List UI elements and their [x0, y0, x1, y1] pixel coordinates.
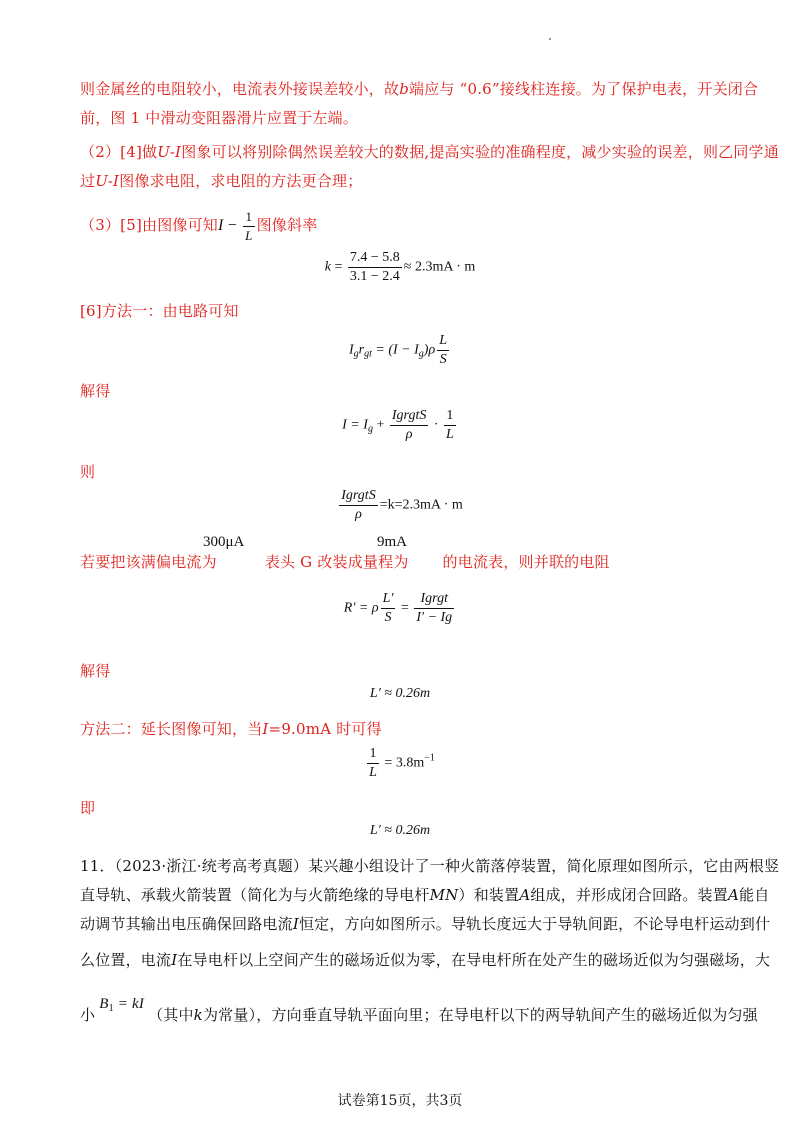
eq-num: L	[437, 332, 449, 351]
eq-den: 3.1 − 2.4	[349, 269, 400, 284]
text: 组成，并形成闭合回路。装置	[530, 886, 728, 904]
eq-rhs: = 3.8m	[380, 755, 425, 771]
equation-L1: L′ ≈ 0.26m	[369, 686, 431, 701]
text-ui: U-I	[157, 143, 182, 161]
text: ）和装置	[458, 886, 520, 904]
formula-rhs: = kI	[113, 996, 145, 1012]
para2-line1	[80, 141, 779, 163]
formula-num: 1	[243, 208, 254, 227]
eq-num: 7.4 − 5.8	[348, 249, 402, 268]
method2-text	[80, 718, 720, 740]
text: 图像斜率	[256, 216, 318, 235]
then-label: 则	[80, 463, 96, 481]
q11-line1: 11．（2023·浙江·统考高考真题）某兴趣小组设计了一种火箭落停装置，简化原理如图所示，它由两根竖	[80, 857, 780, 875]
eq-dot: ·	[430, 417, 443, 433]
eq-den: S	[439, 352, 447, 367]
eq-text: R′ = ρ	[343, 600, 379, 616]
text: 为常量），方向垂直导轨平面向里；在导电杆以下的两导轨间产生的磁场近似为匀强	[202, 1006, 758, 1024]
inline-formula	[218, 209, 257, 243]
text-I: I	[292, 915, 299, 933]
eq-sub: g	[367, 423, 373, 435]
eq-rhs: =k=2.3mA · m	[379, 497, 463, 513]
eq-plus: +	[372, 417, 388, 433]
text-k: k	[193, 1006, 203, 1024]
eq-text: I = I	[342, 417, 368, 433]
equation-shunt	[0, 590, 800, 627]
value-9mA: 9mA	[377, 534, 407, 550]
formula-B: B	[99, 996, 109, 1012]
text: 么位置，电流	[80, 951, 172, 969]
text-A: A	[519, 886, 531, 904]
eq-num: IgrgtS	[339, 487, 377, 506]
eq-num: 1	[367, 745, 379, 764]
text: 在导电杆以上空间产生的磁场近似为零，在导电杆所在处产生的磁场近似为匀强磁场，大	[177, 951, 771, 969]
eq-sub: g	[353, 348, 359, 360]
text: 过	[80, 172, 96, 190]
equation-k: k = $\frac{7.4 - 5.8}{3.1 - 2.4}$ ≈ 2.3mA · m	[324, 250, 476, 284]
formula-sub: 1	[108, 1003, 114, 1014]
text: 若要把该满偏电流为	[80, 553, 217, 571]
formula-I: I	[218, 217, 224, 235]
equation-L2: L′ ≈ 0.26m	[369, 823, 431, 838]
text: （3）[5]由图像可知	[80, 216, 218, 235]
eq-rhs: ≈ 2.3mA · m	[403, 259, 476, 275]
q11-line5	[80, 996, 758, 1032]
para1-line1	[80, 78, 759, 100]
eq-den: I′ − Ig	[416, 610, 453, 625]
text: =9.0mA 时可得	[268, 720, 382, 738]
text: （2）[4]做	[80, 143, 158, 161]
eq-num: IgrgtS	[390, 407, 428, 426]
solve-label-2: 解得	[80, 662, 111, 680]
text: 动调节其输出电压确保回路电流	[80, 915, 293, 933]
text-A: A	[727, 886, 740, 904]
corner-mark	[549, 38, 551, 40]
text-b: b	[399, 80, 410, 98]
eq-den: S	[384, 610, 392, 625]
eq-num: L′	[381, 590, 396, 609]
para1-line2: 前，图 1 中滑动变阻器滑片应置于左端。	[80, 109, 359, 127]
method1-heading: [6]方法一：由电路可知	[80, 302, 239, 320]
inline-formula-B1	[99, 996, 144, 1012]
formula-minus: −	[223, 217, 242, 235]
text: （其中	[148, 1006, 194, 1024]
value-300uA: 300μA	[203, 534, 245, 550]
eq-text: I	[349, 342, 354, 358]
text: 能自	[739, 886, 770, 904]
eq-sup: −1	[424, 752, 435, 764]
eq-num: Igrgt	[414, 590, 454, 609]
text: 方法二：延长图像可知，当	[80, 720, 263, 738]
text-mn: MN	[429, 886, 459, 904]
eq-den: ρ	[355, 507, 362, 522]
equation-circuit	[0, 332, 800, 369]
text: 表头 G 改装成量程为	[264, 553, 409, 571]
q11-line4	[80, 949, 771, 971]
page-footer: 试卷第15页，共3页	[337, 1093, 463, 1109]
text-I: I	[262, 720, 269, 738]
eq-num: 1	[444, 407, 456, 426]
eq-sub: g	[418, 348, 424, 360]
eq-den: ρ	[405, 427, 413, 442]
eq-den: L	[369, 765, 377, 780]
text: 则金属丝的电阻较小，电流表外接误差较小，故	[80, 80, 400, 98]
para2-line2	[80, 170, 720, 192]
solve-label-1: 解得	[80, 382, 111, 400]
text: 恒定，方向如图所示。导轨长度远大于导轨间距，不论导电杆运动到什	[298, 915, 771, 933]
text: 端应与 “0.6”接线柱连接。为了保护电表，开关闭合	[409, 80, 759, 98]
formula-den: L	[245, 228, 253, 243]
equation-I	[0, 407, 800, 444]
text: 小	[80, 1006, 96, 1024]
text: 图像求电阻，求电阻的方法更合理；	[119, 172, 363, 190]
equation-inverse-L	[0, 745, 800, 782]
eq-text: r	[358, 342, 365, 358]
eq-text: )ρ	[423, 342, 436, 358]
equation-slope	[0, 487, 800, 524]
eq-equals: =	[397, 600, 413, 616]
eq-lhs: k	[324, 259, 331, 275]
text: 的电流表，则并联的电阻	[442, 553, 610, 571]
text-ui: U-I	[95, 172, 120, 190]
q11-line2	[80, 884, 770, 906]
eq-text: = (I − I	[371, 342, 419, 358]
eq-den: L	[446, 427, 454, 442]
text: 直导轨、承载火箭装置（简化为与火箭绝缘的导电杆	[80, 886, 430, 904]
eq-sub: gt	[364, 348, 372, 360]
text-I: I	[171, 951, 178, 969]
q11-line3	[80, 913, 771, 935]
para3	[80, 208, 720, 245]
conversion-text	[80, 551, 720, 573]
namely-label: 即	[80, 799, 96, 817]
text: 图象可以将别除偶然误差较大的数据,提高实验的准确程度，减少实验的误差，则乙同学通	[181, 143, 779, 161]
